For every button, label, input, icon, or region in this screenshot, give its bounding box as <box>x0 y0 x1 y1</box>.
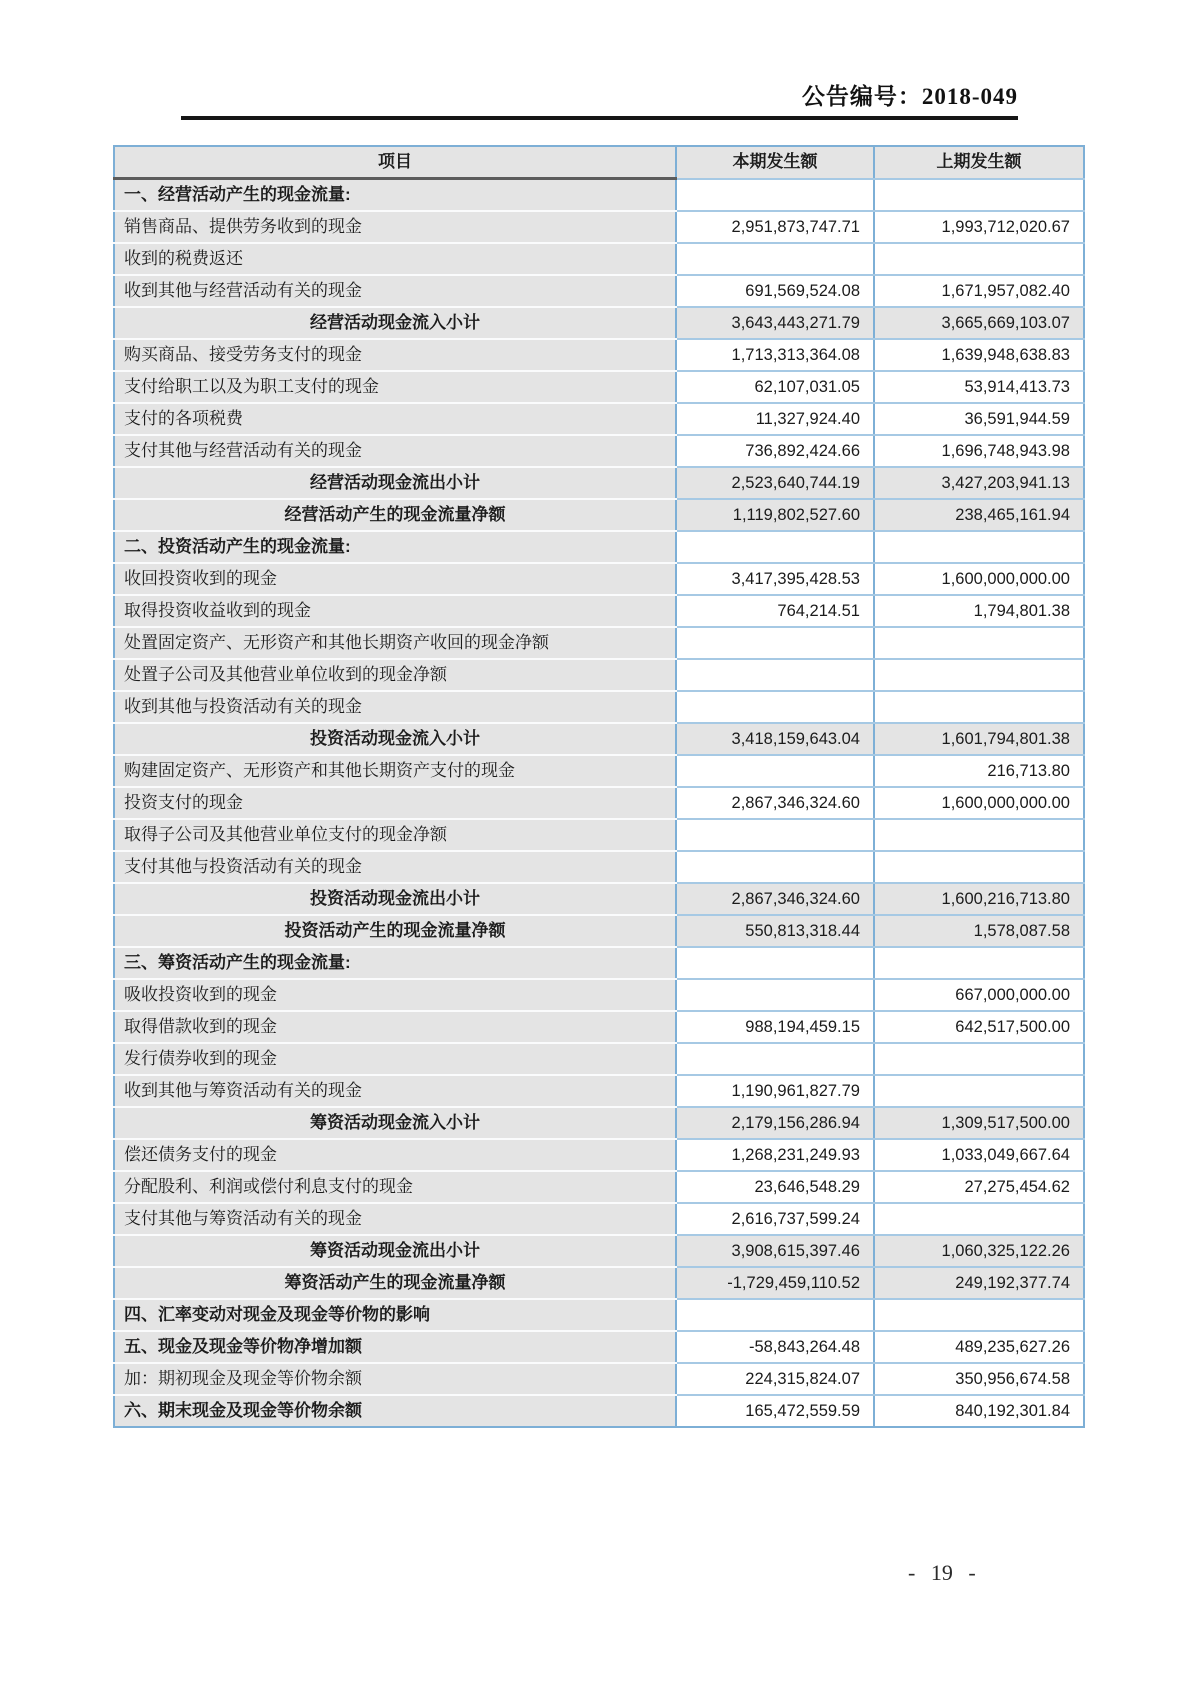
item-label-cell: 投资活动现金流出小计 <box>114 883 676 915</box>
item-label-cell: 投资支付的现金 <box>114 787 676 819</box>
current-amount-cell: 3,418,159,643.04 <box>676 723 874 755</box>
table-row <box>114 531 1084 563</box>
current-amount-cell: 1,190,961,827.79 <box>676 1075 874 1107</box>
item-label-cell: 经营活动产生的现金流量净额 <box>114 499 676 531</box>
item-label-cell: 取得投资收益收到的现金 <box>114 595 676 627</box>
prior-amount-cell: 216,713.80 <box>874 755 1084 787</box>
item-label-cell: 吸收投资收到的现金 <box>114 979 676 1011</box>
table-row <box>114 1267 1084 1299</box>
table-row <box>114 595 1084 627</box>
table-row <box>114 499 1084 531</box>
item-label-cell: 一、经营活动产生的现金流量: <box>114 179 676 212</box>
table-row <box>114 211 1084 243</box>
current-amount-cell <box>676 851 874 883</box>
current-amount-cell <box>676 243 874 275</box>
item-label-cell: 二、投资活动产生的现金流量: <box>114 531 676 563</box>
prior-amount-cell: 1,794,801.38 <box>874 595 1084 627</box>
table-body <box>114 179 1084 1428</box>
current-amount-cell: 736,892,424.66 <box>676 435 874 467</box>
item-label-cell: 发行债券收到的现金 <box>114 1043 676 1075</box>
prior-amount-cell <box>874 1299 1084 1331</box>
item-label-cell: 取得子公司及其他营业单位支付的现金净额 <box>114 819 676 851</box>
table-row <box>114 659 1084 691</box>
table-row <box>114 1203 1084 1235</box>
table-row <box>114 467 1084 499</box>
current-amount-cell: 2,523,640,744.19 <box>676 467 874 499</box>
item-label-cell: 投资活动现金流入小计 <box>114 723 676 755</box>
prior-amount-cell <box>874 1075 1084 1107</box>
header-rule <box>181 116 1018 120</box>
table-row <box>114 1235 1084 1267</box>
item-label-cell: 支付给职工以及为职工支付的现金 <box>114 371 676 403</box>
table-row <box>114 947 1084 979</box>
prior-amount-cell <box>874 819 1084 851</box>
table-row <box>114 275 1084 307</box>
item-label-cell: 处置固定资产、无形资产和其他长期资产收回的现金净额 <box>114 627 676 659</box>
table-row <box>114 787 1084 819</box>
prior-amount-cell: 238,465,161.94 <box>874 499 1084 531</box>
column-header-current: 本期发生额 <box>676 146 874 179</box>
table-row <box>114 1171 1084 1203</box>
announcement-number: 公告编号：2018-049 <box>801 84 1018 109</box>
current-amount-cell: -1,729,459,110.52 <box>676 1267 874 1299</box>
table-row <box>114 1139 1084 1171</box>
prior-amount-cell <box>874 243 1084 275</box>
prior-amount-cell: 350,956,674.58 <box>874 1363 1084 1395</box>
table-row <box>114 435 1084 467</box>
table-row <box>114 179 1084 212</box>
table-row <box>114 851 1084 883</box>
prior-amount-cell: 1,309,517,500.00 <box>874 1107 1084 1139</box>
table-row <box>114 371 1084 403</box>
table-row <box>114 243 1084 275</box>
item-label-cell: 四、汇率变动对现金及现金等价物的影响 <box>114 1299 676 1331</box>
prior-amount-cell: 667,000,000.00 <box>874 979 1084 1011</box>
prior-amount-cell <box>874 691 1084 723</box>
table-row <box>114 915 1084 947</box>
prior-amount-cell <box>874 531 1084 563</box>
current-amount-cell: 2,867,346,324.60 <box>676 787 874 819</box>
prior-amount-cell: 36,591,944.59 <box>874 403 1084 435</box>
prior-amount-cell: 249,192,377.74 <box>874 1267 1084 1299</box>
current-amount-cell <box>676 531 874 563</box>
current-amount-cell <box>676 627 874 659</box>
column-header-prior: 上期发生额 <box>874 146 1084 179</box>
item-label-cell: 收到其他与筹资活动有关的现金 <box>114 1075 676 1107</box>
item-label-cell: 销售商品、提供劳务收到的现金 <box>114 211 676 243</box>
table-row <box>114 403 1084 435</box>
item-label-cell: 处置子公司及其他营业单位收到的现金净额 <box>114 659 676 691</box>
item-label-cell: 支付其他与经营活动有关的现金 <box>114 435 676 467</box>
item-label-cell: 收到其他与经营活动有关的现金 <box>114 275 676 307</box>
prior-amount-cell <box>874 1203 1084 1235</box>
current-amount-cell: 62,107,031.05 <box>676 371 874 403</box>
prior-amount-cell: 1,033,049,667.64 <box>874 1139 1084 1171</box>
prior-amount-cell <box>874 659 1084 691</box>
current-amount-cell: 224,315,824.07 <box>676 1363 874 1395</box>
current-amount-cell <box>676 1043 874 1075</box>
prior-amount-cell: 489,235,627.26 <box>874 1331 1084 1363</box>
item-label-cell: 六、期末现金及现金等价物余额 <box>114 1395 676 1427</box>
item-label-cell: 购建固定资产、无形资产和其他长期资产支付的现金 <box>114 755 676 787</box>
prior-amount-cell: 1,993,712,020.67 <box>874 211 1084 243</box>
prior-amount-cell: 1,578,087.58 <box>874 915 1084 947</box>
item-label-cell: 支付的各项税费 <box>114 403 676 435</box>
item-label-cell: 收到其他与投资活动有关的现金 <box>114 691 676 723</box>
prior-amount-cell: 1,639,948,638.83 <box>874 339 1084 371</box>
item-label-cell: 偿还债务支付的现金 <box>114 1139 676 1171</box>
table-row <box>114 883 1084 915</box>
table-row <box>114 339 1084 371</box>
current-amount-cell <box>676 691 874 723</box>
current-amount-cell: 1,713,313,364.08 <box>676 339 874 371</box>
current-amount-cell <box>676 819 874 851</box>
item-label-cell: 筹资活动现金流出小计 <box>114 1235 676 1267</box>
table-row <box>114 1075 1084 1107</box>
current-amount-cell: 2,951,873,747.71 <box>676 211 874 243</box>
current-amount-cell: 1,119,802,527.60 <box>676 499 874 531</box>
table-row <box>114 563 1084 595</box>
page-number: - 19 - <box>908 1560 976 1585</box>
prior-amount-cell: 3,427,203,941.13 <box>874 467 1084 499</box>
item-label-cell: 购买商品、接受劳务支付的现金 <box>114 339 676 371</box>
item-label-cell: 支付其他与投资活动有关的现金 <box>114 851 676 883</box>
item-label-cell: 支付其他与筹资活动有关的现金 <box>114 1203 676 1235</box>
prior-amount-cell: 1,060,325,122.26 <box>874 1235 1084 1267</box>
cash-flow-table <box>113 145 1085 1428</box>
item-label-cell: 五、现金及现金等价物净增加额 <box>114 1331 676 1363</box>
table-row <box>114 1043 1084 1075</box>
current-amount-cell: 764,214.51 <box>676 595 874 627</box>
item-label-cell: 三、筹资活动产生的现金流量: <box>114 947 676 979</box>
table-row <box>114 1395 1084 1427</box>
table-row <box>114 307 1084 339</box>
current-amount-cell: 3,908,615,397.46 <box>676 1235 874 1267</box>
prior-amount-cell: 1,671,957,082.40 <box>874 275 1084 307</box>
prior-amount-cell: 840,192,301.84 <box>874 1395 1084 1427</box>
prior-amount-cell: 53,914,413.73 <box>874 371 1084 403</box>
prior-amount-cell: 1,601,794,801.38 <box>874 723 1084 755</box>
table-row <box>114 1011 1084 1043</box>
current-amount-cell: 2,616,737,599.24 <box>676 1203 874 1235</box>
table-row <box>114 627 1084 659</box>
prior-amount-cell: 1,600,000,000.00 <box>874 787 1084 819</box>
item-label-cell: 取得借款收到的现金 <box>114 1011 676 1043</box>
current-amount-cell: -58,843,264.48 <box>676 1331 874 1363</box>
current-amount-cell: 1,268,231,249.93 <box>676 1139 874 1171</box>
current-amount-cell <box>676 1299 874 1331</box>
table-row <box>114 1331 1084 1363</box>
current-amount-cell: 23,646,548.29 <box>676 1171 874 1203</box>
current-amount-cell: 3,643,443,271.79 <box>676 307 874 339</box>
current-amount-cell: 3,417,395,428.53 <box>676 563 874 595</box>
current-amount-cell <box>676 659 874 691</box>
prior-amount-cell <box>874 179 1084 212</box>
item-label-cell: 加：期初现金及现金等价物余额 <box>114 1363 676 1395</box>
table-row <box>114 979 1084 1011</box>
table-row <box>114 723 1084 755</box>
prior-amount-cell: 1,600,000,000.00 <box>874 563 1084 595</box>
prior-amount-cell: 3,665,669,103.07 <box>874 307 1084 339</box>
item-label-cell: 经营活动现金流出小计 <box>114 467 676 499</box>
item-label-cell: 筹资活动现金流入小计 <box>114 1107 676 1139</box>
current-amount-cell: 2,867,346,324.60 <box>676 883 874 915</box>
table-row <box>114 1299 1084 1331</box>
table-row <box>114 755 1084 787</box>
prior-amount-cell: 642,517,500.00 <box>874 1011 1084 1043</box>
current-amount-cell: 691,569,524.08 <box>676 275 874 307</box>
prior-amount-cell <box>874 851 1084 883</box>
current-amount-cell: 11,327,924.40 <box>676 403 874 435</box>
item-label-cell: 投资活动产生的现金流量净额 <box>114 915 676 947</box>
current-amount-cell: 550,813,318.44 <box>676 915 874 947</box>
prior-amount-cell: 27,275,454.62 <box>874 1171 1084 1203</box>
item-label-cell: 经营活动现金流入小计 <box>114 307 676 339</box>
current-amount-cell: 2,179,156,286.94 <box>676 1107 874 1139</box>
table-row <box>114 1363 1084 1395</box>
item-label-cell: 分配股利、利润或偿付利息支付的现金 <box>114 1171 676 1203</box>
item-label-cell: 筹资活动产生的现金流量净额 <box>114 1267 676 1299</box>
prior-amount-cell: 1,696,748,943.98 <box>874 435 1084 467</box>
item-label-cell: 收到的税费返还 <box>114 243 676 275</box>
current-amount-cell: 165,472,559.59 <box>676 1395 874 1427</box>
prior-amount-cell <box>874 627 1084 659</box>
current-amount-cell <box>676 947 874 979</box>
column-header-item: 项目 <box>114 146 676 179</box>
current-amount-cell <box>676 179 874 212</box>
prior-amount-cell <box>874 1043 1084 1075</box>
prior-amount-cell: 1,600,216,713.80 <box>874 883 1084 915</box>
current-amount-cell: 988,194,459.15 <box>676 1011 874 1043</box>
table-row <box>114 691 1084 723</box>
table-row <box>114 1107 1084 1139</box>
item-label-cell: 收回投资收到的现金 <box>114 563 676 595</box>
table-header-row <box>114 146 1084 179</box>
table-row <box>114 819 1084 851</box>
current-amount-cell <box>676 979 874 1011</box>
current-amount-cell <box>676 755 874 787</box>
prior-amount-cell <box>874 947 1084 979</box>
